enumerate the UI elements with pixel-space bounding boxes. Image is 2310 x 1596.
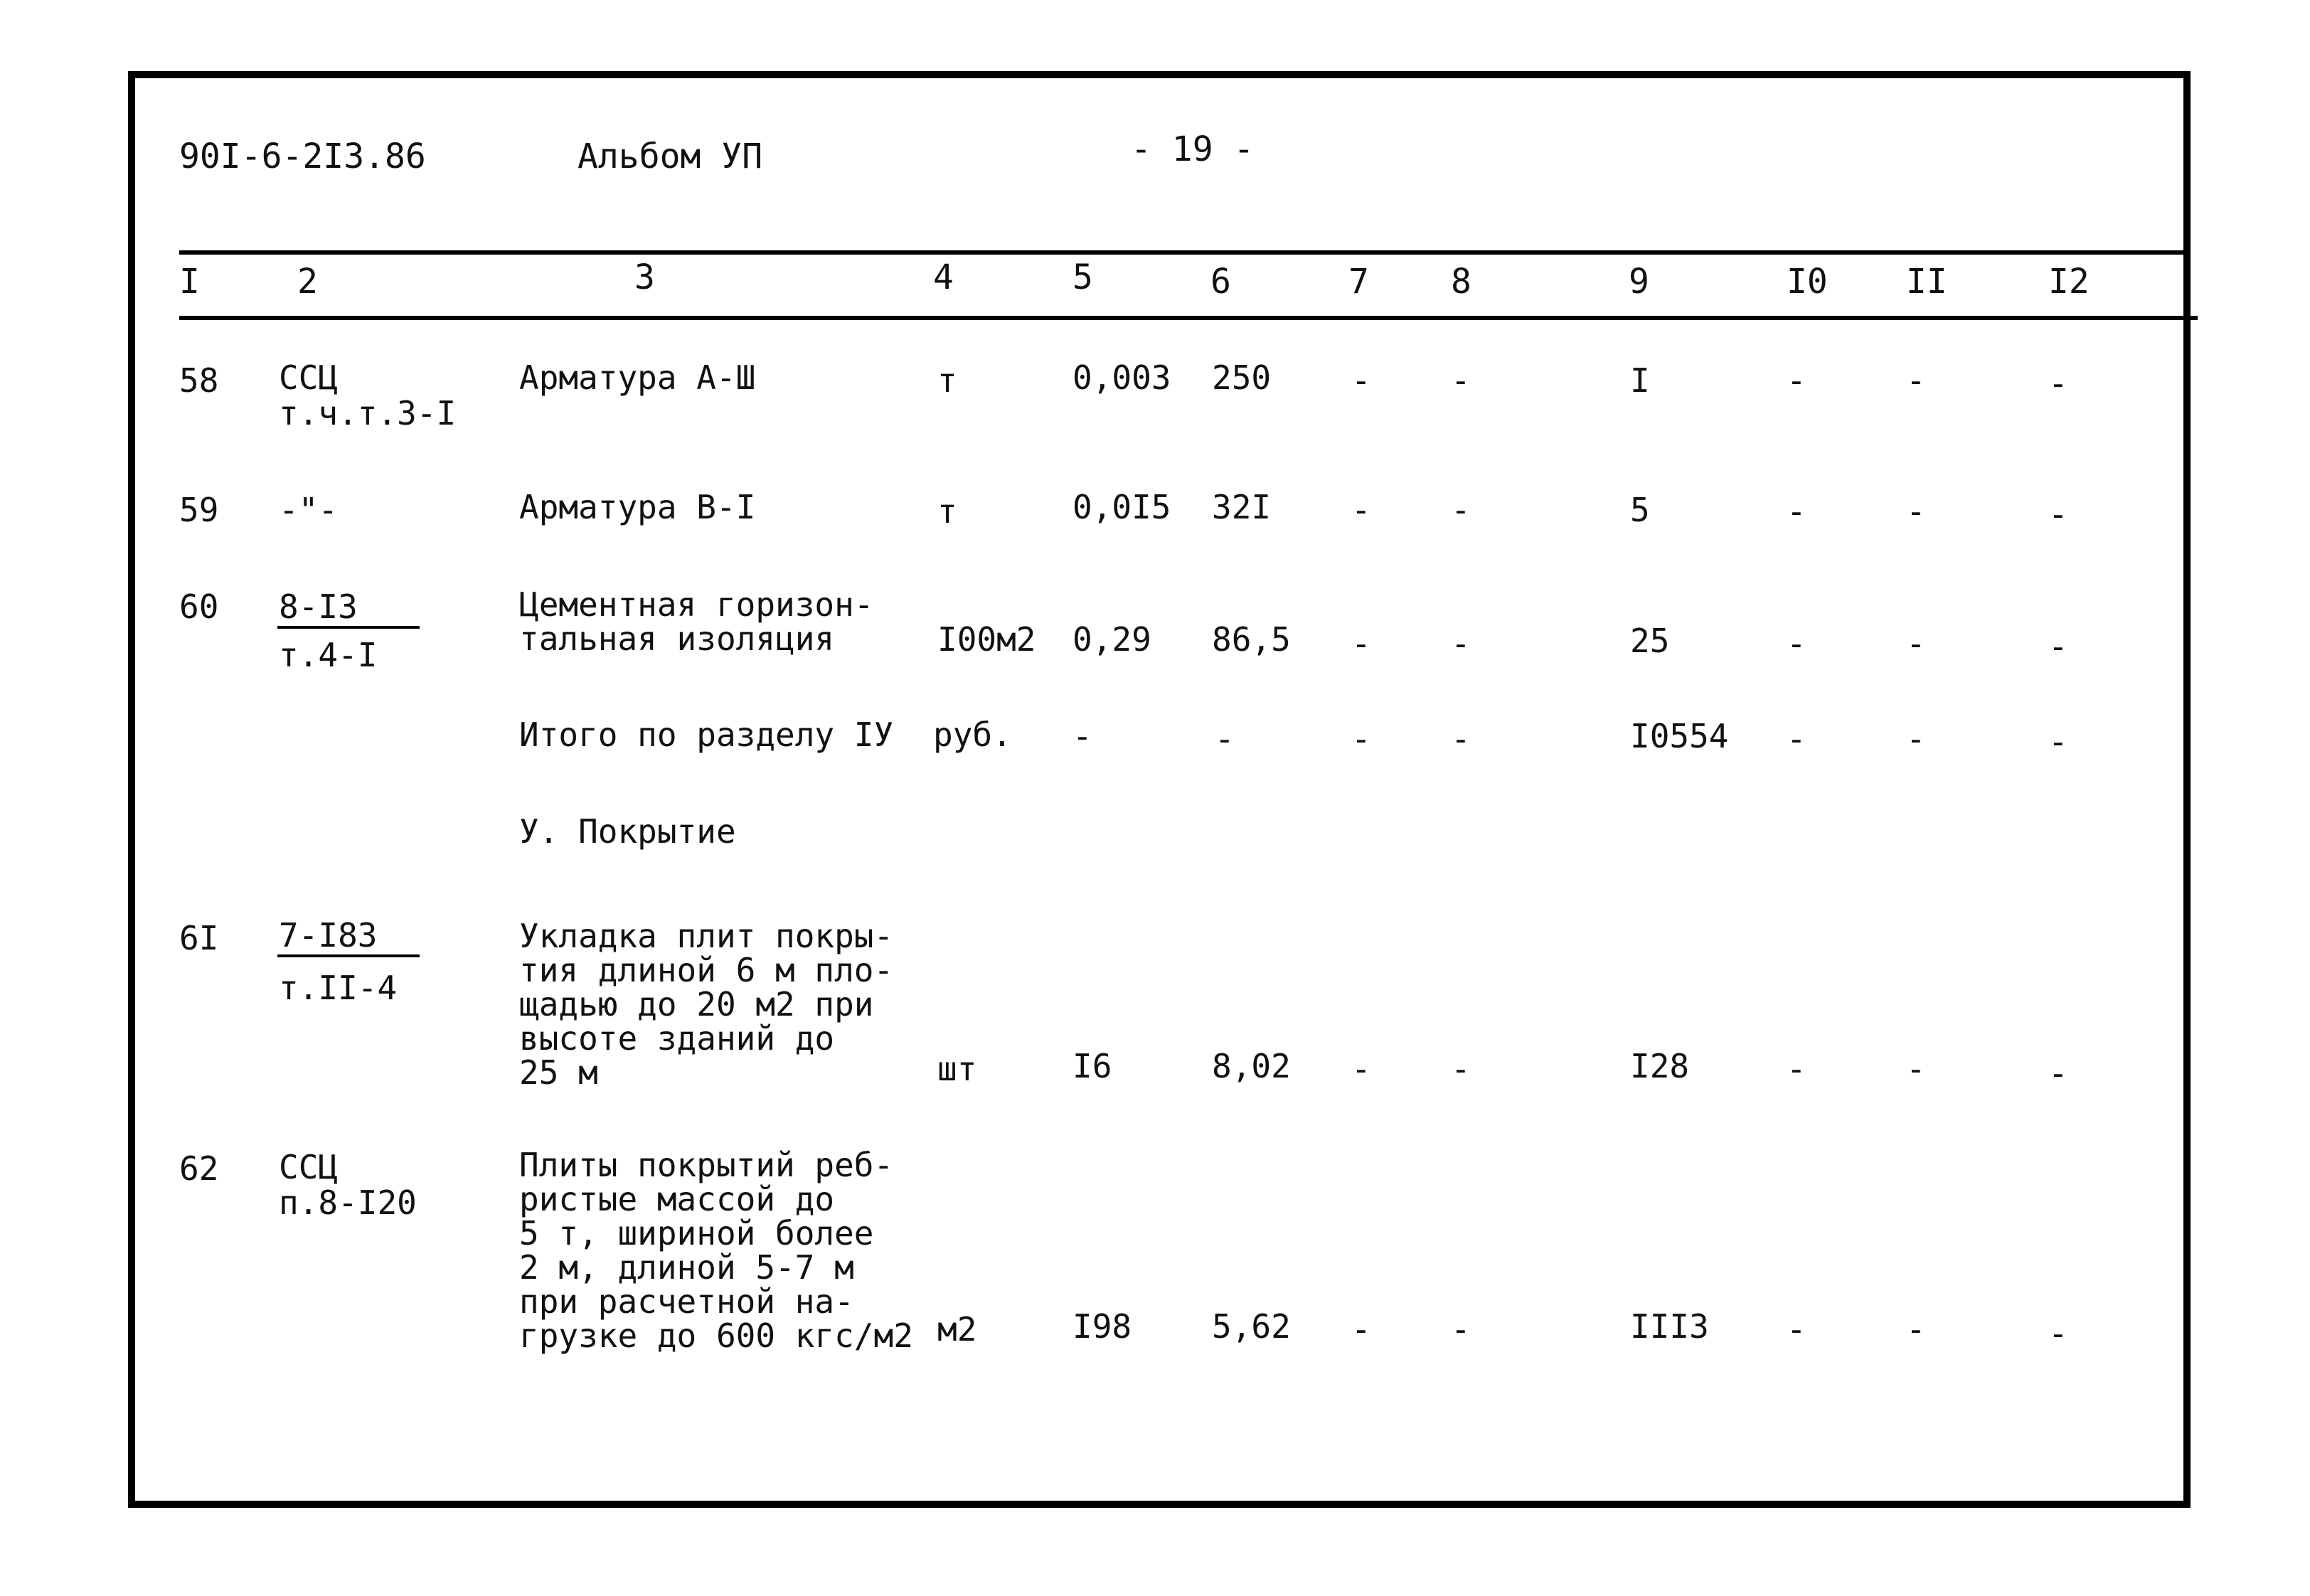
row-col11: - bbox=[1906, 624, 1926, 663]
col-header-12: I2 bbox=[2048, 262, 2090, 302]
header-bottom-rule bbox=[179, 316, 2198, 320]
code-fraction-line bbox=[277, 954, 420, 957]
row-col5: 0,29 bbox=[1072, 620, 1151, 659]
row-number: 6I bbox=[179, 919, 219, 957]
row-code: -"- bbox=[279, 491, 339, 529]
row-col9: 5 bbox=[1630, 491, 1650, 529]
row-col12: - bbox=[2048, 627, 2068, 666]
row-col6: 5,62 bbox=[1212, 1307, 1291, 1346]
row-col6: 8,02 bbox=[1212, 1047, 1291, 1085]
row-code: ССЦ bbox=[279, 1148, 339, 1186]
row-col7: - bbox=[1351, 491, 1371, 529]
row-number: 59 bbox=[179, 491, 219, 529]
row-col8: - bbox=[1451, 720, 1471, 758]
row-col12: - bbox=[2048, 364, 2068, 403]
row-col9: I0554 bbox=[1630, 717, 1729, 755]
col-header-2: 2 bbox=[297, 262, 318, 302]
row-unit: м2 bbox=[937, 1310, 977, 1348]
row-code: 7-I83 bbox=[279, 916, 378, 954]
row-col11: - bbox=[1906, 1050, 1926, 1088]
row-col7: - bbox=[1351, 361, 1371, 400]
row-name: Цементная горизон- тальная изоляция bbox=[519, 585, 874, 658]
row-unit: т bbox=[937, 361, 957, 400]
col-header-8: 8 bbox=[1451, 262, 1471, 302]
col-header-5: 5 bbox=[1072, 257, 1093, 297]
row-col12: - bbox=[2048, 723, 2068, 761]
row-col6: - bbox=[1215, 720, 1235, 758]
row-col6: 250 bbox=[1212, 358, 1272, 397]
row-unit: шт bbox=[937, 1050, 977, 1088]
row-col8: - bbox=[1451, 361, 1471, 400]
row-col5: 0,003 bbox=[1072, 358, 1171, 397]
row-col9: I bbox=[1630, 361, 1650, 400]
col-header-11: II bbox=[1906, 262, 1947, 302]
row-col6: 32I bbox=[1212, 488, 1272, 526]
document-sheet bbox=[128, 71, 2191, 1508]
row-col6: 86,5 bbox=[1212, 620, 1291, 659]
col-header-4: 4 bbox=[933, 257, 954, 297]
row-col9: III3 bbox=[1630, 1307, 1709, 1346]
col-header-3: 3 bbox=[634, 257, 655, 297]
row-col8: - bbox=[1451, 1050, 1471, 1088]
row-col9: 25 bbox=[1630, 622, 1670, 660]
row-col11: - bbox=[1906, 492, 1926, 531]
row-col10: - bbox=[1787, 720, 1806, 758]
row-name: Арматура А-Ш bbox=[519, 358, 756, 397]
row-col5: 0,0I5 bbox=[1072, 488, 1171, 526]
row-col5: I98 bbox=[1072, 1307, 1132, 1346]
row-col12: - bbox=[2048, 1314, 2068, 1353]
col-header-10: I0 bbox=[1787, 262, 1828, 302]
row-col10: - bbox=[1787, 492, 1806, 531]
row-col11: - bbox=[1906, 361, 1926, 400]
row-col7: - bbox=[1351, 1310, 1371, 1348]
row-col12: - bbox=[2048, 495, 2068, 533]
row-col7: - bbox=[1351, 720, 1371, 758]
row-unit: руб. bbox=[933, 715, 1012, 754]
row-code: ССЦ bbox=[279, 358, 339, 397]
row-number: 60 bbox=[179, 587, 219, 626]
code-fraction-line bbox=[277, 626, 420, 629]
row-col10: - bbox=[1787, 361, 1806, 400]
row-col11: - bbox=[1906, 720, 1926, 758]
row-col10: - bbox=[1787, 1050, 1806, 1088]
col-header-1: I bbox=[179, 262, 200, 302]
row-code-sub: п.8-I20 bbox=[279, 1183, 417, 1222]
album-label: Альбом УП bbox=[578, 137, 763, 176]
section-heading: У. Покрытие bbox=[519, 812, 736, 851]
col-header-9: 9 bbox=[1629, 262, 1649, 302]
col-header-7: 7 bbox=[1348, 262, 1369, 302]
document-code: 90I-6-2I3.86 bbox=[179, 137, 426, 176]
row-name: Итого по разделу IУ bbox=[519, 715, 894, 754]
row-code-sub: т.4-I bbox=[279, 636, 378, 674]
row-col9: I28 bbox=[1630, 1047, 1690, 1085]
row-col8: - bbox=[1451, 624, 1471, 663]
header-top-rule bbox=[179, 250, 2191, 255]
row-col8: - bbox=[1451, 491, 1471, 529]
row-name: Арматура В-I bbox=[519, 488, 756, 526]
row-unit: I00м2 bbox=[937, 620, 1036, 659]
row-col8: - bbox=[1451, 1310, 1471, 1348]
row-code-sub: т.ч.т.3-I bbox=[279, 394, 457, 432]
col-header-6: 6 bbox=[1210, 262, 1231, 302]
row-col7: - bbox=[1351, 1050, 1371, 1088]
page-number: - 19 - bbox=[1131, 129, 1255, 169]
row-number: 62 bbox=[179, 1149, 219, 1188]
row-col12: - bbox=[2048, 1054, 2068, 1092]
row-col10: - bbox=[1787, 1310, 1806, 1348]
row-name: Плиты покрытий реб- ристые массой до 5 т, шириной более 2 м, длиной 5-7 м при расчетной на- грузке до 600 кгс/м2 bbox=[519, 1146, 913, 1355]
row-code-sub: т.II-4 bbox=[279, 969, 398, 1007]
row-name: Укладка плит покры- тия длиной 6 м пло- щадью до 20 м2 при высоте зданий до 25 м bbox=[519, 917, 894, 1092]
row-col11: - bbox=[1906, 1310, 1926, 1348]
row-col10: - bbox=[1787, 624, 1806, 663]
row-code: 8-I3 bbox=[279, 587, 358, 626]
row-col5: - bbox=[1072, 717, 1092, 755]
row-col5: I6 bbox=[1072, 1047, 1112, 1085]
row-number: 58 bbox=[179, 361, 219, 400]
row-col7: - bbox=[1351, 624, 1371, 663]
row-unit: т bbox=[937, 492, 957, 531]
